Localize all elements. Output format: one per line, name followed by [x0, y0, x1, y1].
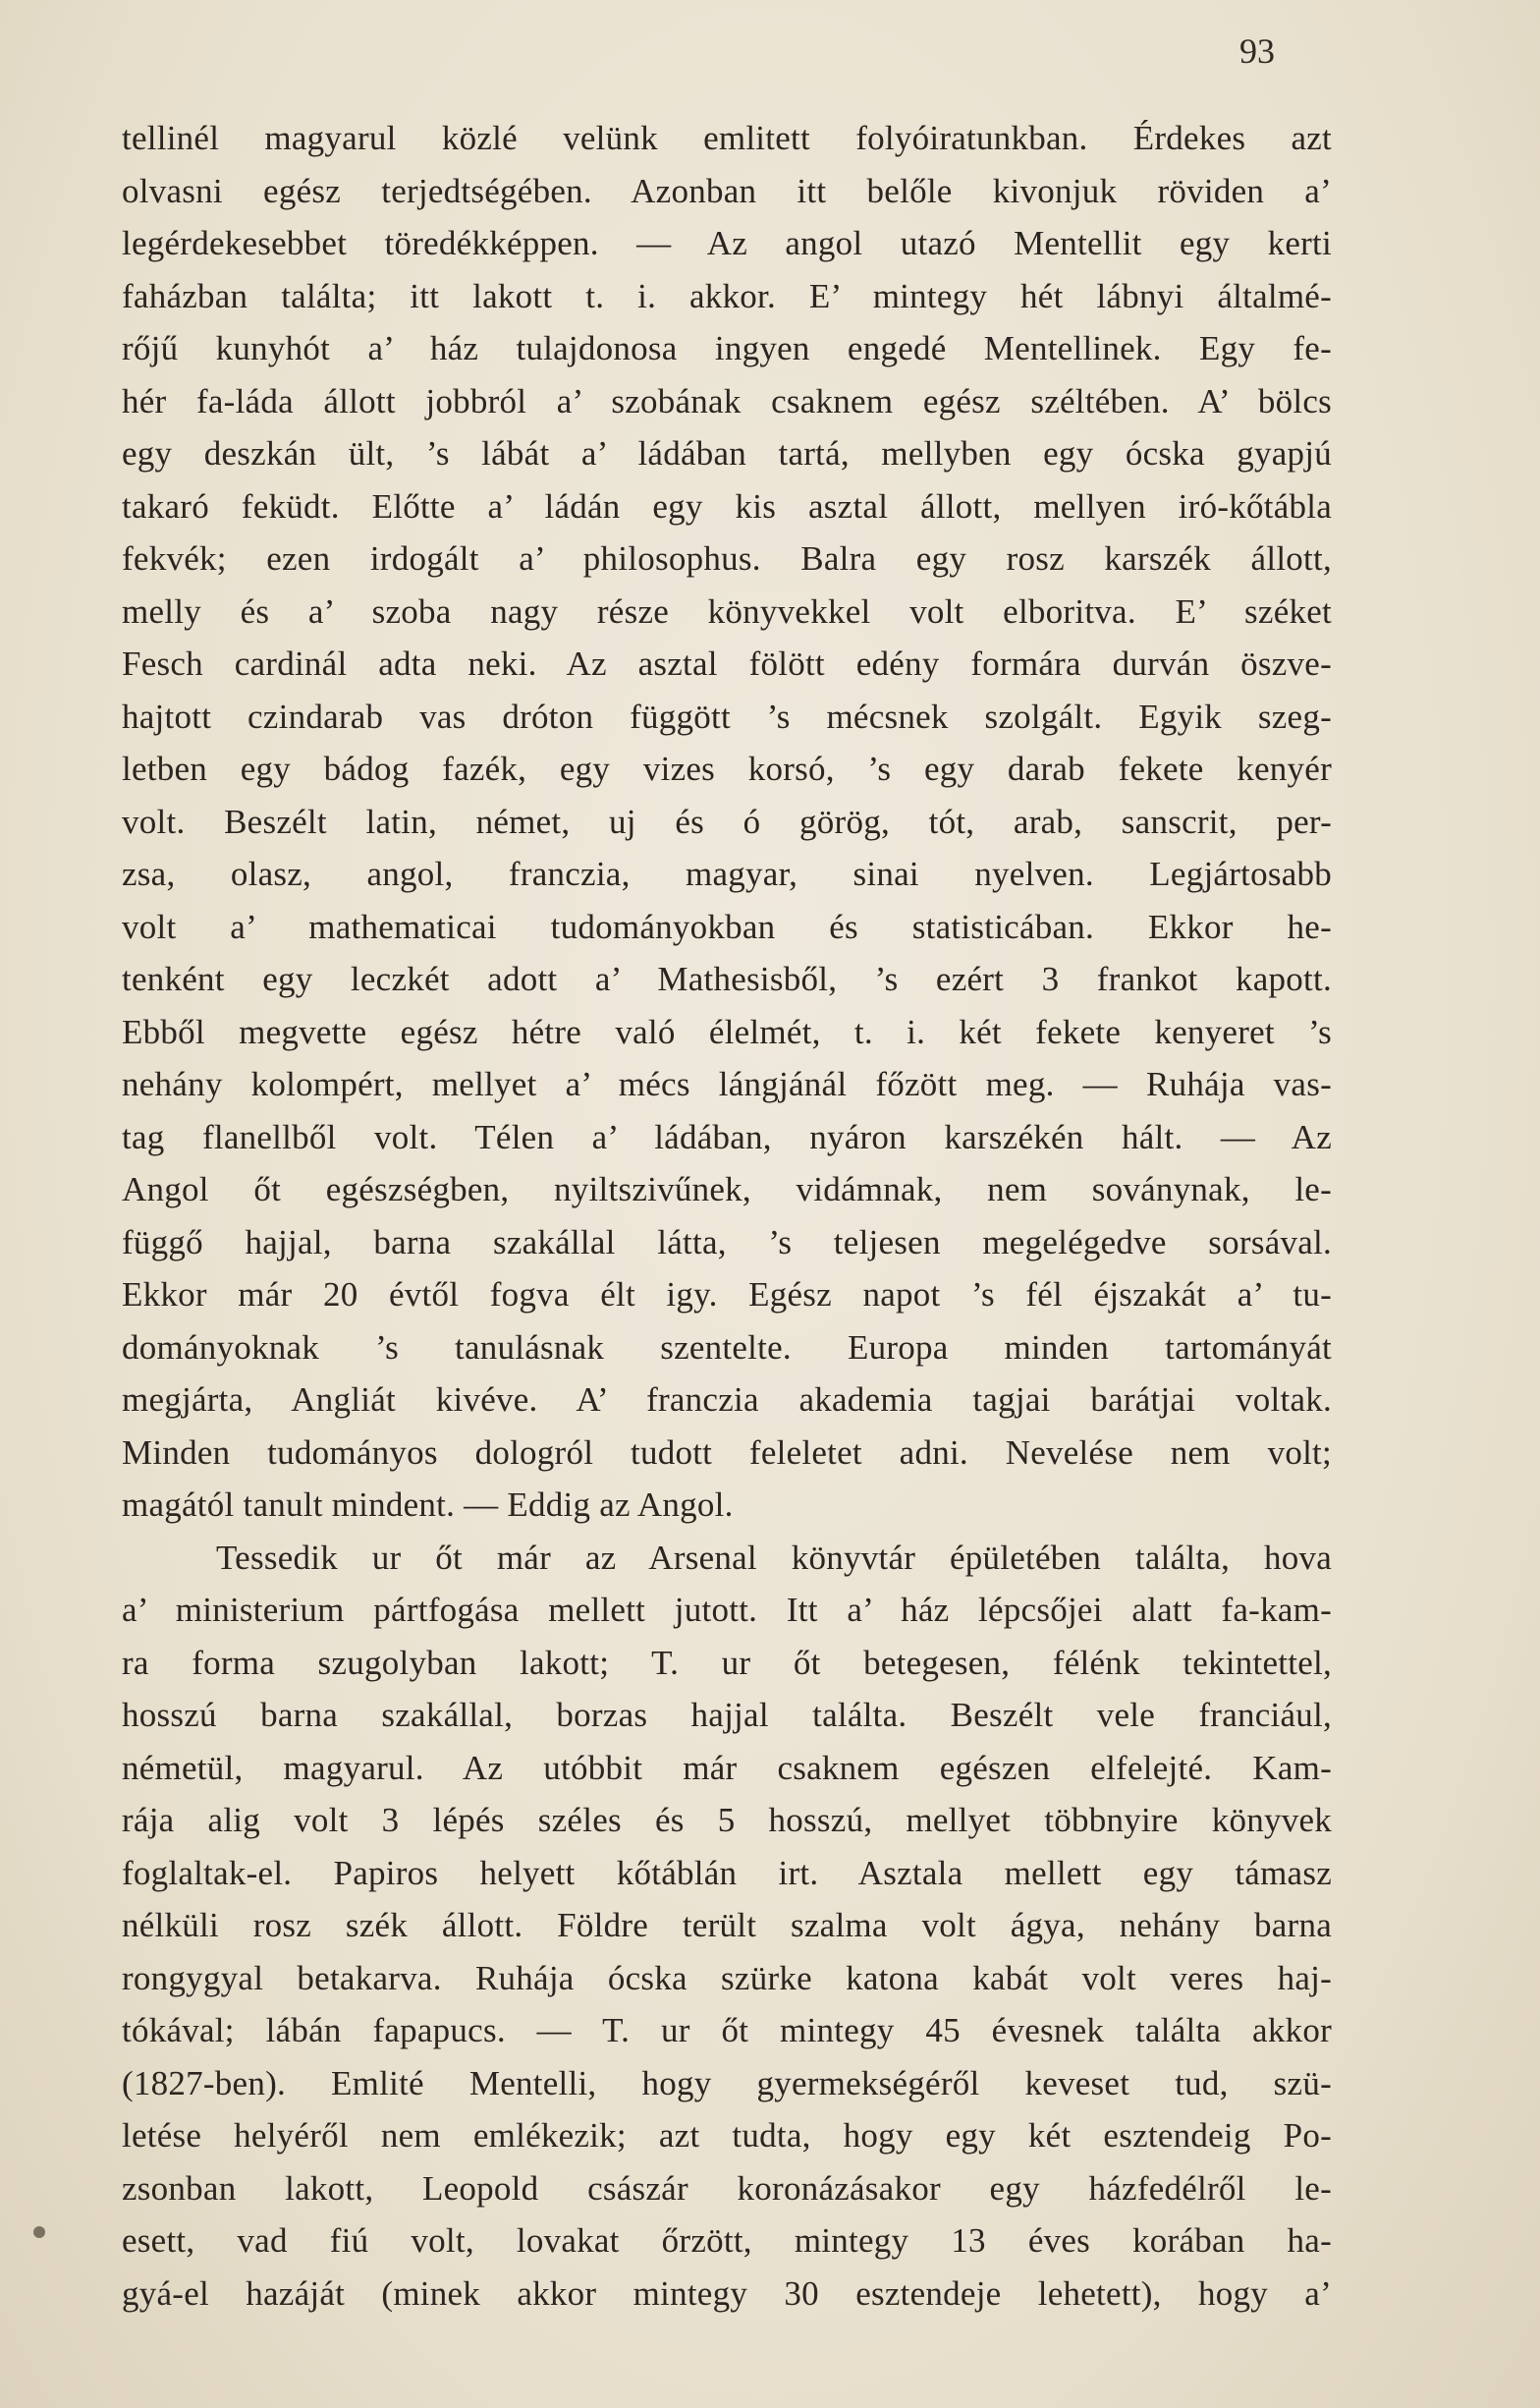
text-line: letben egy bádog fazék, egy vizes korsó, ’s egy darab fekete kenyér: [122, 750, 1332, 788]
text-line: Tessedik ur őt már az Arsenal könyvtár épületében találta, hova: [216, 1538, 1332, 1577]
text-line: takaró feküdt. Előtte a’ ládán egy kis asztal állott, mellyen iró-kőtábla: [122, 486, 1332, 526]
text-line: németül, magyarul. Az utóbbit már csaknem egészen elfelejté. Kam-: [122, 1748, 1332, 1787]
text-line: Ekkor már 20 évtől fogva élt igy. Egész napot ’s fél éjszakát a’ tu-: [122, 1275, 1332, 1314]
paragraph-2: [122, 1532, 1332, 2321]
text-line: esett, vad fiú volt, lovakat őrzött, mintegy 13 éves korában ha-: [122, 2221, 1332, 2260]
text-line: volt a’ mathematicai tudományokban és statisticában. Ekkor he-: [122, 907, 1332, 946]
text-line: tellinél magyarul közlé velünk emlitett folyóiratunkban. Érdekes azt: [122, 119, 1332, 157]
text-line: volt. Beszélt latin, német, uj és ó görög, tót, arab, sanscrit, per-: [122, 802, 1332, 841]
text-line: a’ ministerium pártfogása mellett jutott. Itt a’ ház lépcsőjei alatt fa-kam-: [122, 1591, 1332, 1629]
text-line: hér fa-láda állott jobbról a’ szobának csaknem egész széltében. A’ bölcs: [122, 381, 1332, 420]
text-line: olvasni egész terjedtségében. Azonban itt belőle kivonjuk röviden a’: [122, 171, 1332, 210]
text-line: ra forma szugolyban lakott; T. ur őt betegesen, félénk tekintettel,: [122, 1643, 1332, 1682]
text-line: (1827-ben). Emlité Mentelli, hogy gyermekségéről keveset tud, szü-: [122, 2063, 1332, 2102]
text-line: legérdekesebbet töredékképpen. — Az angol utazó Mentellit egy kerti: [122, 224, 1332, 262]
text-line: faházban találta; itt lakott t. i. akkor. E’ mintegy hét lábnyi általmé-: [122, 276, 1332, 315]
page-number: 93: [1239, 31, 1275, 71]
text-line: Fesch cardinál adta neki. Az asztal fölött edény formára durván öszve-: [122, 644, 1332, 683]
text-line: rája alig volt 3 lépés széles és 5 hosszú, mellyet többnyire könyvek: [122, 1801, 1332, 1839]
body-text: [122, 112, 1332, 2320]
text-line: letése helyéről nem emlékezik; azt tudta, hogy egy két esztendeig Po-: [122, 2116, 1332, 2155]
text-line: zsa, olasz, angol, franczia, magyar, sinai nyelven. Legjártosabb: [122, 855, 1332, 893]
text-line: tókával; lábán fapapucs. — T. ur őt mintegy 45 évesnek találta akkor: [122, 2011, 1332, 2049]
text-line: nehány kolompért, mellyet a’ mécs lángjánál főzött meg. — Ruhája vas-: [122, 1065, 1332, 1103]
text-line: egy deszkán ült, ’s lábát a’ ládában tartá, mellyben egy ócska gyapjú: [122, 434, 1332, 473]
text-line: zsonban lakott, Leopold császár koronázásakor egy házfedélről le-: [122, 2168, 1332, 2208]
text-line: Angol őt egészségben, nyiltszivűnek, vidámnak, nem soványnak, le-: [122, 1170, 1332, 1208]
text-line: tag flanellből volt. Télen a’ ládában, nyáron karszékén hált. — Az: [122, 1117, 1332, 1156]
text-line: magától tanult mindent. — Eddig az Angol.: [122, 1485, 734, 1524]
text-line: függő hajjal, barna szakállal látta, ’s teljesen megelégedve sorsával.: [122, 1222, 1332, 1261]
text-line: Minden tudományos dologról tudott feleletet adni. Nevelése nem volt;: [122, 1432, 1332, 1472]
ink-speck: [33, 2226, 45, 2238]
text-line: melly és a’ szoba nagy része könyvekkel volt elboritva. E’ széket: [122, 591, 1332, 631]
text-line: rőjű kunyhót a’ ház tulajdonosa ingyen engedé Mentellinek. Egy fe-: [122, 329, 1332, 367]
text-line: tenként egy leczkét adott a’ Mathesisből, ’s ezért 3 frankot kapott.: [122, 960, 1332, 998]
text-line: megjárta, Angliát kivéve. A’ franczia akademia tagjai barátjai voltak.: [122, 1380, 1332, 1419]
text-line: hajtott czindarab vas dróton függött ’s mécsnek szolgált. Egyik szeg-: [122, 697, 1332, 736]
text-line: gyá-el hazáját (minek akkor mintegy 30 esztendeje lehetett), hogy a’: [122, 2273, 1332, 2313]
text-line: rongygyal betakarva. Ruhája ócska szürke katona kabát volt veres haj-: [122, 1958, 1332, 1997]
text-line: nélküli rosz szék állott. Földre terült szalma volt ágya, nehány barna: [122, 1906, 1332, 1944]
text-line: hosszú barna szakállal, borzas hajjal találta. Beszélt vele franciául,: [122, 1696, 1332, 1734]
text-line: foglaltak-el. Papiros helyett kőtáblán irt. Asztala mellett egy támasz: [122, 1853, 1332, 1892]
text-line: fekvék; ezen irdogált a’ philosophus. Balra egy rosz karszék állott,: [122, 539, 1332, 578]
text-line: dományoknak ’s tanulásnak szentelte. Europa minden tartományát: [122, 1327, 1332, 1367]
text-line: Ebből megvette egész hétre való élelmét, t. i. két fekete kenyeret ’s: [122, 1012, 1332, 1051]
paragraph-1: [122, 112, 1332, 1532]
